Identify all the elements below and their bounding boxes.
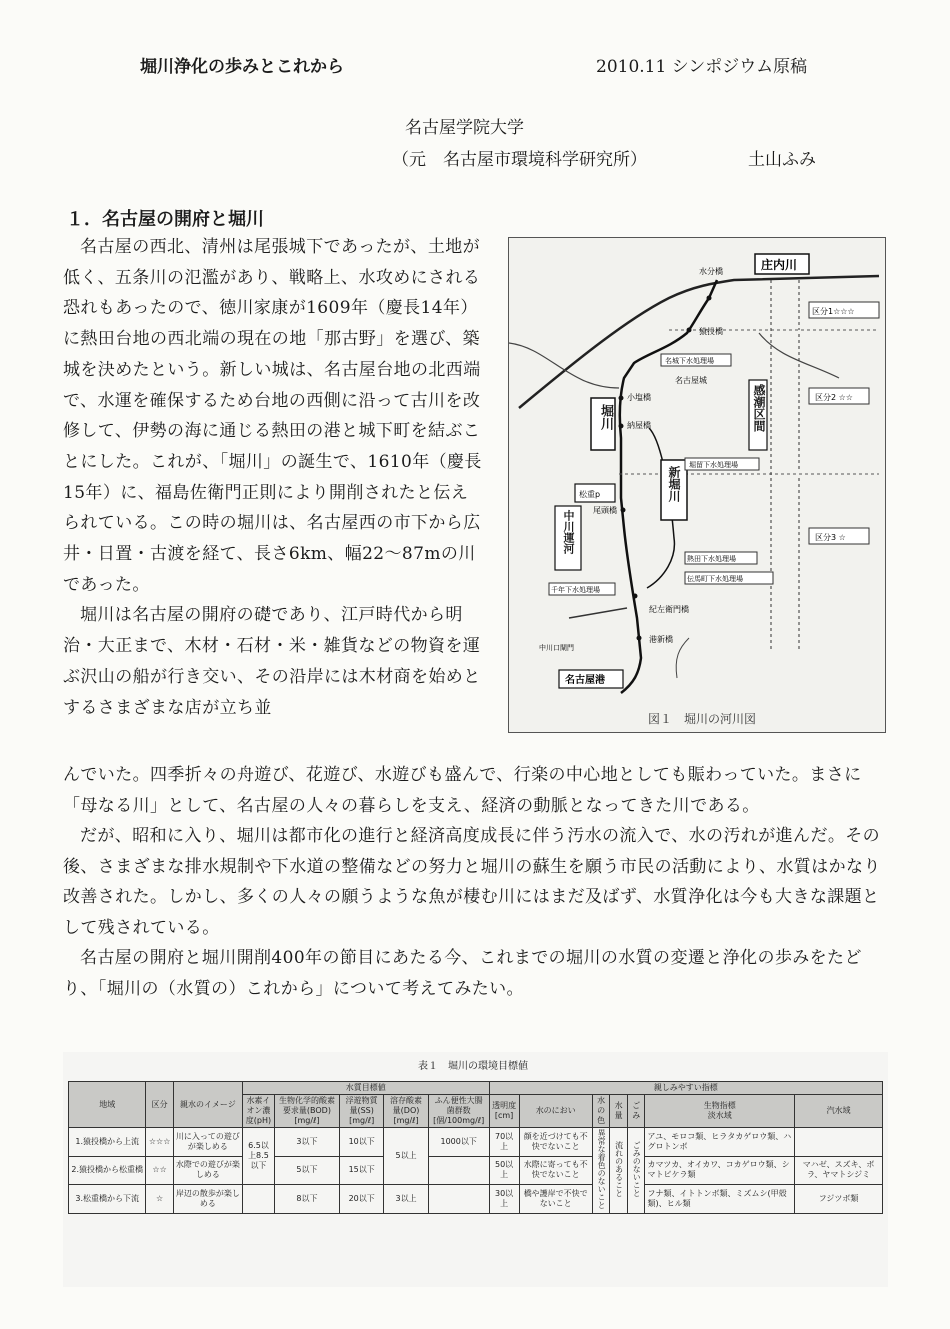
- affiliation: 名古屋学院大学: [405, 118, 524, 138]
- map-label-castle: 名古屋城: [675, 376, 707, 385]
- station-dot: [637, 636, 642, 641]
- map-label-nakagawa: 中川運河: [562, 510, 575, 554]
- cell-area: 2.猿投橋から松重橋: [69, 1156, 146, 1185]
- cell-image: 岸辺の散歩が楽しめる: [173, 1185, 242, 1214]
- cell-coli: [428, 1156, 489, 1185]
- river-map: [509, 238, 885, 732]
- cell-fresh: カマツカ、オイカワ、コカゲロウ類、シマトビケラ類: [645, 1156, 795, 1185]
- cell-area: 3.松重橋から下流: [69, 1185, 146, 1214]
- cell-class: ☆: [146, 1185, 173, 1214]
- map-label-zone2: 区分2 ☆☆: [815, 393, 853, 402]
- paragraph-2: 堀川は名古屋の開府の礎であり、江戸時代から明治・大正まで、木材・石材・米・雑貨などの物資を運ぶ沢山の船が行き交い、その沿岸には木材商を始めとするさまざまな店が立ち並: [63, 605, 481, 718]
- station-dot: [619, 396, 624, 401]
- cell-trash-text: ごみのないこと: [632, 1141, 642, 1197]
- th-trash: ごみ: [627, 1095, 645, 1128]
- figure-caption: 図１ 堀川の河川図: [648, 712, 757, 726]
- th-do: 溶存酸素量(DO)[mg/ℓ]: [384, 1095, 428, 1128]
- cell-ss: 15以下: [339, 1156, 383, 1185]
- th-class: 区分: [146, 1082, 173, 1128]
- document-title: 堀川浄化の歩みとこれから: [140, 57, 344, 77]
- map-label-shonai: 庄内川: [761, 258, 798, 272]
- cell-brackish: [795, 1128, 883, 1157]
- cell-image: 川に入っての遊びが楽しめる: [173, 1128, 242, 1157]
- map-label-koshio: 小塩橋: [627, 393, 651, 402]
- th-fresh: [645, 1095, 795, 1128]
- map-label-horikawa: 堀川: [598, 404, 613, 430]
- map-label-senju-plant: 千年下水処理場: [551, 586, 600, 594]
- nakagawa-canal-line: [569, 608, 627, 618]
- map-label-minato: 港新橋: [649, 635, 673, 644]
- lower-canal-line: [676, 638, 689, 678]
- paragraph-4: 名古屋の開府と堀川開削400年の節目にあたる今、これまでの堀川の水質の変遷と浄化の歩みをたどり、「堀川の（水質の）これから」について考えてみたい。: [63, 948, 862, 999]
- tributary-line: [509, 343, 619, 388]
- cell-odor: 水際に寄っても不快でないこと: [519, 1156, 592, 1185]
- map-label-horidome-plant: 堀留下水処理場: [689, 461, 738, 469]
- th-ph: 水素イオン濃度(pH): [242, 1095, 274, 1128]
- river-map-figure: [508, 237, 886, 733]
- th-bio-group: 生物指標: [703, 1101, 736, 1110]
- table-container: [63, 1052, 888, 1287]
- map-label-matsushige: 松重p: [579, 490, 601, 499]
- cell-area: 1.猿投橋から上流: [69, 1128, 146, 1157]
- th-group-friendly: 親しみやすい指標: [489, 1082, 882, 1095]
- cell-bod: 5以下: [274, 1156, 339, 1185]
- cell-ph-empty: [242, 1185, 274, 1214]
- th-group-quality: 水質目標値: [242, 1082, 489, 1095]
- text-column: [63, 232, 483, 723]
- station-dot: [621, 508, 626, 513]
- table-title: 表１ 堀川の環境目標値: [418, 1061, 528, 1072]
- cell-brackish: フジツボ類: [795, 1185, 883, 1214]
- th-odor: 水のにおい: [519, 1095, 592, 1128]
- station-dot: [633, 594, 638, 599]
- cell-fresh: アユ、モロコ類、ヒラタカゲロウ類、ハグロトンボ: [645, 1128, 795, 1157]
- map-label-kiden: 紀左衛門橋: [649, 605, 689, 614]
- th-color: 水の色: [592, 1095, 610, 1128]
- cell-odor: 橋や護岸で不快でないこと: [519, 1185, 592, 1214]
- station-dot: [687, 328, 692, 333]
- cell-class: ☆☆☆: [146, 1128, 173, 1157]
- station-dot: [707, 296, 712, 301]
- map-label-shinhorikawa: 新堀川: [667, 466, 681, 502]
- section-heading: １．名古屋の開府と堀川: [66, 209, 264, 230]
- cell-coli: [428, 1185, 489, 1214]
- cell-do: 3以上: [384, 1185, 428, 1214]
- table-row: [69, 1128, 883, 1157]
- cell-coli: 1000以下: [428, 1128, 489, 1157]
- th-coli: ふん便性大腸菌群数[個/100mg/ℓ]: [428, 1095, 489, 1128]
- cell-color: [592, 1128, 610, 1214]
- th-brackish: 汽水域: [795, 1095, 883, 1128]
- map-label-owari: 尾頭橋: [593, 506, 617, 515]
- map-label-nakagawa-gate: 中川口閘門: [539, 644, 574, 652]
- map-label-zone3: 区分3 ☆: [815, 533, 846, 542]
- cell-class: ☆☆: [146, 1156, 173, 1185]
- cell-transparency: 70以上: [489, 1128, 519, 1157]
- cell-ss: 20以下: [339, 1185, 383, 1214]
- map-label-port: 名古屋港: [565, 675, 605, 686]
- document-date: 2010.11 シンポジウム原稿: [596, 57, 808, 77]
- cell-image: 水際での遊びが楽しめる: [173, 1156, 242, 1185]
- table-row: [69, 1185, 883, 1214]
- th-area: 地域: [69, 1082, 146, 1128]
- cell-odor: 顔を近づけても不快でないこと: [519, 1128, 592, 1157]
- table-row: [69, 1156, 883, 1185]
- map-label-sarunage: 猿投橋: [699, 327, 723, 336]
- paragraph-1: 名古屋の西北、清州は尾張城下であったが、土地が低く、五条川の氾濫があり、戦略上、水攻めにされる恐れもあったので、徳川家康が1609年（慶長14年）に熱田台地の西北端の現在の地「那古野」を選び、築城を決めたという。新しい城は、名古屋台地の北西端で、水運を確保するため台地の西側に沿って古川を改修して、伊勢の海に通じる熱田の港と城下町を結ぶことにした。これが、「堀川」の誕生で、1610年（慶長15年）に、福島佐衛門正則により開削されたと伝えられている。この時の堀川は、名古屋西の市下から広井・日置・古渡を経て、長さ6km、幅22～87mの川であった。: [63, 237, 482, 595]
- station-dot: [619, 424, 624, 429]
- cell-trash: [627, 1128, 645, 1214]
- cell-ph: 6.5以上8.5以下: [242, 1128, 274, 1185]
- th-fresh-label: 淡水域: [707, 1111, 732, 1120]
- paragraph-3: だが、昭和に入り、堀川は都市化の進行と経済高度成長に伴う汚水の流入で、水の汚れが進んだ。その後、さまざまな排水規制や下水道の整備などの努力と堀川の蘇生を願う市民の活動により、水質はかなり改善された。しかし、多くの人々の願うような魚が棲む川にはまだ及ばず、水質浄化は今も大きな課題として残されている。: [63, 826, 881, 938]
- cell-do: 5以上: [384, 1128, 428, 1185]
- th-bod: 生物化学的酸素要求量(BOD)[mg/ℓ]: [274, 1095, 339, 1128]
- cell-transparency: 50以上: [489, 1156, 519, 1185]
- cell-transparency: 30以上: [489, 1185, 519, 1214]
- environment-target-table: [68, 1081, 883, 1214]
- cell-ss: 10以下: [339, 1128, 383, 1157]
- map-label-zone1: 区分1☆☆☆: [812, 307, 855, 316]
- map-label-tidal: 感潮区間: [752, 384, 766, 432]
- author-name: 土山ふみ: [748, 150, 816, 170]
- paragraph-2-continuation: んでいた。四季折々の舟遊び、花遊び、水遊びも盛んで、行楽の中心地としても賑わっていた。まさに「母なる川」として、名古屋の人々の暮らしを支え、経済の動脈となってきた川である。: [63, 765, 862, 816]
- th-amount: 水量: [610, 1095, 628, 1128]
- full-width-text: [63, 760, 888, 1004]
- cell-amount-text: 流れのあること: [614, 1141, 624, 1197]
- map-label-atsuta-plant: 熱田下水処理場: [687, 555, 736, 563]
- former-affiliation: （元 名古屋市環境科学研究所）: [392, 150, 647, 170]
- map-label-meijo-plant: 名城下水処理場: [665, 357, 714, 365]
- cell-bod: 3以下: [274, 1128, 339, 1157]
- th-transparency: 透明度[cm]: [489, 1095, 519, 1128]
- cell-bod: 8以下: [274, 1185, 339, 1214]
- cell-brackish: マハゼ、スズキ、ボラ、ヤマトシジミ: [795, 1156, 883, 1185]
- map-label-suibunkyo: 水分橋: [699, 267, 723, 276]
- th-image: 親水のイメージ: [173, 1082, 242, 1128]
- map-label-nayabashi: 納屋橋: [627, 421, 651, 430]
- cell-amount: [610, 1128, 628, 1214]
- cell-color-text: 異常な着色のないこと: [597, 1129, 607, 1209]
- th-ss: 浮遊物質量(SS)[mg/ℓ]: [339, 1095, 383, 1128]
- cell-fresh: フナ類、イトトンボ類、ミズムシ(甲殻類)、ヒル類: [645, 1185, 795, 1214]
- map-label-denma-plant: 伝馬町下水処理場: [687, 575, 743, 583]
